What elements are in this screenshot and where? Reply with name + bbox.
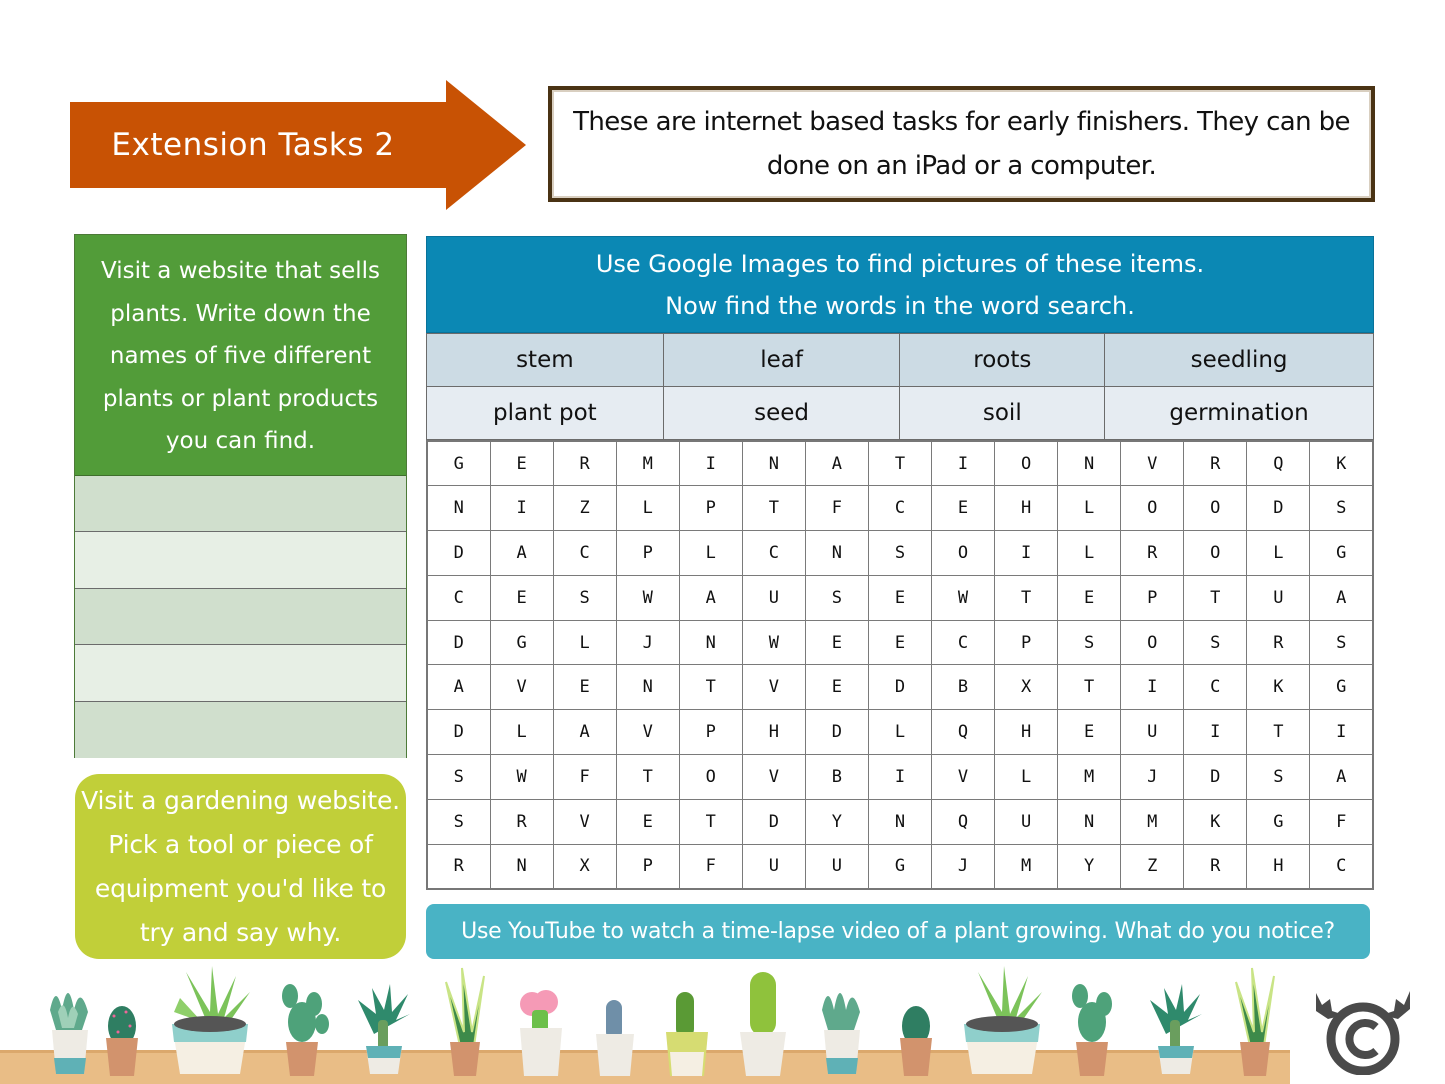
grid-cell[interactable]: L: [995, 755, 1058, 800]
grid-cell[interactable]: N: [1058, 441, 1121, 486]
grid-cell[interactable]: E: [490, 575, 553, 620]
grid-cell[interactable]: U: [995, 799, 1058, 844]
word-search-header-line-1: Use Google Images to find pictures of these items.: [595, 250, 1205, 278]
potted-plants-icon: [0, 962, 1290, 1084]
grid-cell[interactable]: M: [1121, 799, 1184, 844]
grid-cell[interactable]: T: [1058, 665, 1121, 710]
grid-cell[interactable]: P: [679, 710, 742, 755]
grid-cell[interactable]: D: [427, 620, 490, 665]
grid-cell[interactable]: P: [616, 844, 679, 889]
video-task-text: Use YouTube to watch a time-lapse video of a plant growing. What do you notice?: [461, 919, 1335, 944]
grid-cell[interactable]: S: [1310, 486, 1373, 531]
grid-cell[interactable]: C: [742, 531, 805, 576]
grid-cell[interactable]: U: [742, 575, 805, 620]
answer-line-4[interactable]: [75, 645, 406, 701]
grid-row: [427, 755, 1373, 800]
grid-cell[interactable]: R: [1184, 441, 1247, 486]
grid-cell[interactable]: J: [932, 844, 995, 889]
grid-cell[interactable]: U: [1121, 710, 1184, 755]
grid-row: [427, 441, 1373, 486]
word-item: leaf: [663, 334, 900, 387]
grid-cell[interactable]: G: [1310, 531, 1373, 576]
grid-cell[interactable]: L: [490, 710, 553, 755]
answer-line-5[interactable]: [75, 702, 406, 758]
grid-cell[interactable]: C: [1310, 844, 1373, 889]
grid-cell[interactable]: Y: [1058, 844, 1121, 889]
grid-cell[interactable]: V: [553, 799, 616, 844]
word-search-header-line-2: Now find the words in the word search.: [665, 292, 1135, 320]
grid-cell[interactable]: A: [427, 665, 490, 710]
grid-cell[interactable]: I: [1184, 710, 1247, 755]
word-item: seed: [663, 387, 900, 440]
grid-cell[interactable]: A: [1310, 755, 1373, 800]
grid-cell[interactable]: V: [1121, 441, 1184, 486]
grid-cell[interactable]: V: [932, 755, 995, 800]
word-item: plant pot: [427, 387, 664, 440]
grid-cell[interactable]: N: [868, 799, 931, 844]
potted-plants-decoration: [0, 962, 1290, 1084]
grid-cell[interactable]: E: [805, 620, 868, 665]
grid-row: [427, 799, 1373, 844]
grid-cell[interactable]: M: [1058, 755, 1121, 800]
grid-cell[interactable]: S: [553, 575, 616, 620]
grid-cell[interactable]: E: [805, 665, 868, 710]
grid-cell[interactable]: R: [553, 441, 616, 486]
grid-cell[interactable]: D: [742, 799, 805, 844]
title-arrow: [70, 80, 526, 210]
grid-cell[interactable]: N: [427, 486, 490, 531]
grid-cell[interactable]: S: [1247, 755, 1310, 800]
grid-row: [427, 575, 1373, 620]
grid-cell[interactable]: Q: [1247, 441, 1310, 486]
grid-cell[interactable]: T: [995, 575, 1058, 620]
grid-cell[interactable]: N: [490, 844, 553, 889]
grid-cell[interactable]: W: [932, 575, 995, 620]
grid-cell[interactable]: O: [932, 531, 995, 576]
grid-cell[interactable]: P: [616, 531, 679, 576]
tool-task-instruction: Visit a gardening website. Pick a tool or piece of equipment you'd like to try and say why.: [81, 786, 400, 947]
grid-cell[interactable]: E: [932, 486, 995, 531]
grid-cell[interactable]: J: [1121, 755, 1184, 800]
word-search-header: [426, 236, 1374, 333]
grid-cell[interactable]: D: [805, 710, 868, 755]
grid-cell[interactable]: I: [1310, 710, 1373, 755]
grid-cell[interactable]: F: [553, 755, 616, 800]
grid-cell[interactable]: U: [1247, 575, 1310, 620]
word-item: stem: [427, 334, 664, 387]
grid-cell[interactable]: F: [805, 486, 868, 531]
grid-cell[interactable]: E: [616, 799, 679, 844]
grid-cell[interactable]: E: [490, 441, 553, 486]
grid-cell[interactable]: U: [805, 844, 868, 889]
answer-line-3[interactable]: [75, 589, 406, 645]
grid-cell[interactable]: Z: [553, 486, 616, 531]
grid-cell[interactable]: M: [995, 844, 1058, 889]
grid-cell[interactable]: L: [1058, 486, 1121, 531]
grid-cell[interactable]: N: [742, 441, 805, 486]
grid-cell[interactable]: I: [868, 755, 931, 800]
grid-cell[interactable]: K: [1247, 665, 1310, 710]
word-item: soil: [900, 387, 1105, 440]
grid-cell[interactable]: G: [490, 620, 553, 665]
grid-cell[interactable]: D: [868, 665, 931, 710]
grid-cell[interactable]: O: [1184, 531, 1247, 576]
word-list-row: [427, 387, 1374, 440]
grid-cell[interactable]: U: [742, 844, 805, 889]
grid-cell[interactable]: J: [616, 620, 679, 665]
grid-cell[interactable]: M: [616, 441, 679, 486]
grid-cell[interactable]: N: [679, 620, 742, 665]
grid-cell[interactable]: C: [427, 575, 490, 620]
grid-cell[interactable]: T: [742, 486, 805, 531]
grid-cell[interactable]: T: [679, 799, 742, 844]
grid-cell[interactable]: D: [1247, 486, 1310, 531]
grid-cell[interactable]: A: [679, 575, 742, 620]
grid-cell[interactable]: A: [490, 531, 553, 576]
grid-cell[interactable]: K: [1310, 441, 1373, 486]
plants-task-panel: [74, 234, 407, 758]
grid-cell[interactable]: D: [427, 710, 490, 755]
grid-cell[interactable]: R: [1247, 620, 1310, 665]
copyright-icon: [1308, 985, 1418, 1075]
grid-cell[interactable]: H: [1247, 844, 1310, 889]
grid-cell[interactable]: S: [427, 799, 490, 844]
grid-cell[interactable]: W: [490, 755, 553, 800]
grid-cell[interactable]: F: [1310, 799, 1373, 844]
answer-line-2[interactable]: [75, 532, 406, 588]
grid-cell[interactable]: G: [1247, 799, 1310, 844]
grid-row: [427, 620, 1373, 665]
grid-cell[interactable]: E: [1058, 575, 1121, 620]
grid-cell[interactable]: L: [616, 486, 679, 531]
video-task-bar: [426, 904, 1370, 959]
grid-row: [427, 665, 1373, 710]
grid-cell[interactable]: A: [805, 441, 868, 486]
grid-cell[interactable]: S: [427, 755, 490, 800]
grid-cell[interactable]: R: [1121, 531, 1184, 576]
grid-cell[interactable]: N: [805, 531, 868, 576]
grid-cell[interactable]: E: [868, 575, 931, 620]
grid-cell[interactable]: T: [1247, 710, 1310, 755]
grid-cell[interactable]: L: [1058, 531, 1121, 576]
grid-cell[interactable]: I: [1121, 665, 1184, 710]
word-item: roots: [900, 334, 1105, 387]
intro-text: These are internet based tasks for early finishers. They can be done on an iPad or a computer.: [573, 107, 1350, 181]
grid-cell[interactable]: N: [1058, 799, 1121, 844]
grid-cell[interactable]: F: [679, 844, 742, 889]
grid-cell[interactable]: V: [742, 755, 805, 800]
grid-cell[interactable]: S: [1058, 620, 1121, 665]
word-item: germination: [1105, 387, 1374, 440]
grid-cell[interactable]: I: [995, 531, 1058, 576]
grid-cell[interactable]: E: [553, 665, 616, 710]
grid-cell[interactable]: R: [1184, 844, 1247, 889]
grid-cell[interactable]: W: [742, 620, 805, 665]
grid-cell[interactable]: T: [868, 441, 931, 486]
grid-cell[interactable]: R: [490, 799, 553, 844]
grid-cell[interactable]: C: [553, 531, 616, 576]
grid-cell[interactable]: T: [679, 665, 742, 710]
grid-cell[interactable]: H: [742, 710, 805, 755]
grid-cell[interactable]: Y: [805, 799, 868, 844]
grid-cell[interactable]: C: [932, 620, 995, 665]
grid-cell[interactable]: O: [1121, 620, 1184, 665]
page-title: Extension Tasks 2: [111, 127, 395, 163]
grid-cell[interactable]: D: [427, 531, 490, 576]
grid-cell[interactable]: K: [1184, 799, 1247, 844]
word-list: [426, 333, 1374, 440]
grid-cell[interactable]: V: [742, 665, 805, 710]
grid-cell[interactable]: N: [616, 665, 679, 710]
word-list-row: [427, 334, 1374, 387]
grid-row: [427, 486, 1373, 531]
grid-cell[interactable]: I: [679, 441, 742, 486]
grid-row: [427, 710, 1373, 755]
answer-line-1[interactable]: [75, 476, 406, 532]
grid-cell[interactable]: L: [868, 710, 931, 755]
grid-cell[interactable]: I: [490, 486, 553, 531]
grid-cell[interactable]: D: [1184, 755, 1247, 800]
grid-cell[interactable]: Q: [932, 710, 995, 755]
grid-cell[interactable]: X: [995, 665, 1058, 710]
grid-cell[interactable]: G: [868, 844, 931, 889]
grid-cell[interactable]: L: [679, 531, 742, 576]
grid-cell[interactable]: B: [805, 755, 868, 800]
grid-cell[interactable]: L: [1247, 531, 1310, 576]
grid-cell[interactable]: L: [553, 620, 616, 665]
grid-cell[interactable]: E: [868, 620, 931, 665]
grid-cell[interactable]: H: [995, 710, 1058, 755]
grid-cell[interactable]: O: [995, 441, 1058, 486]
grid-cell[interactable]: G: [427, 441, 490, 486]
grid-cell[interactable]: A: [1310, 575, 1373, 620]
grid-cell[interactable]: V: [490, 665, 553, 710]
grid-cell[interactable]: O: [1121, 486, 1184, 531]
grid-row: [427, 531, 1373, 576]
word-item: seedling: [1105, 334, 1374, 387]
grid-cell[interactable]: O: [1184, 486, 1247, 531]
grid-cell[interactable]: I: [932, 441, 995, 486]
word-search-panel: [426, 236, 1374, 890]
grid-cell[interactable]: E: [1058, 710, 1121, 755]
plants-task-instruction: Visit a website that sells plants. Write down the names of five different plants or plant products you can find.: [75, 235, 406, 476]
grid-cell[interactable]: X: [553, 844, 616, 889]
grid-cell[interactable]: C: [1184, 665, 1247, 710]
grid-cell[interactable]: C: [868, 486, 931, 531]
grid-cell[interactable]: V: [616, 710, 679, 755]
grid-cell[interactable]: P: [1121, 575, 1184, 620]
grid-cell[interactable]: T: [1184, 575, 1247, 620]
tool-task-box: [75, 774, 406, 959]
grid-cell[interactable]: A: [553, 710, 616, 755]
grid-cell[interactable]: R: [427, 844, 490, 889]
grid-cell[interactable]: P: [679, 486, 742, 531]
grid-cell[interactable]: S: [805, 575, 868, 620]
grid-cell[interactable]: G: [1310, 665, 1373, 710]
grid-cell[interactable]: S: [868, 531, 931, 576]
grid-row: [427, 844, 1373, 889]
grid-cell[interactable]: B: [932, 665, 995, 710]
grid-cell[interactable]: Q: [932, 799, 995, 844]
grid-cell[interactable]: S: [1184, 620, 1247, 665]
grid-cell[interactable]: S: [1310, 620, 1373, 665]
letter-grid: [426, 440, 1374, 890]
grid-cell[interactable]: P: [995, 620, 1058, 665]
intro-box: [548, 86, 1375, 202]
grid-cell[interactable]: W: [616, 575, 679, 620]
grid-cell[interactable]: Z: [1121, 844, 1184, 889]
grid-cell[interactable]: T: [616, 755, 679, 800]
moose-copyright-logo: [1308, 985, 1418, 1075]
grid-cell[interactable]: O: [679, 755, 742, 800]
grid-cell[interactable]: H: [995, 486, 1058, 531]
